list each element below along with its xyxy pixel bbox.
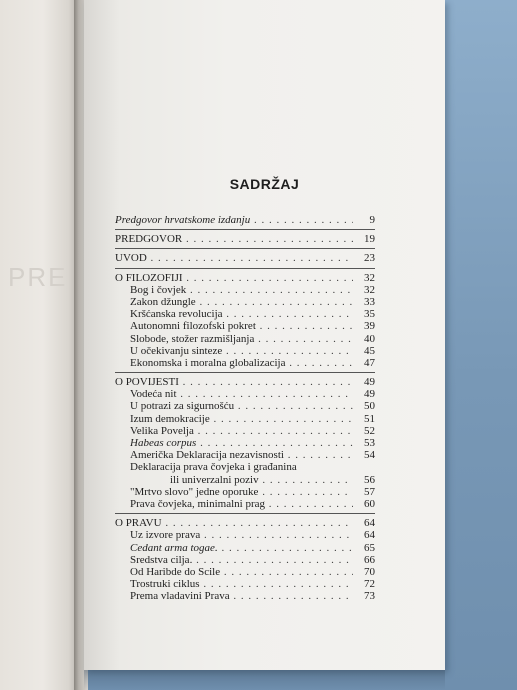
toc-entry-label: O PRAVU	[115, 517, 162, 530]
toc-entry-label: Prava čovjeka, minimalni prag	[130, 497, 266, 510]
toc-entry-label: Predgovor hrvatskome izdanju	[115, 214, 251, 226]
toc-entry-label: Habeas corpus	[130, 437, 197, 449]
toc-entry-label: Autonomni filozofski pokret	[130, 320, 256, 333]
left-page-text: PRE	[8, 262, 68, 292]
toc-subentry	[115, 425, 375, 437]
toc-subentry	[115, 529, 375, 541]
toc-page-number: 32	[364, 283, 375, 296]
toc-entry-label: Vodeća nit	[130, 388, 177, 401]
toc-page-number: 64	[364, 517, 375, 530]
toc-entry-label: PREDGOVOR	[115, 233, 183, 246]
toc-page-number: 19	[364, 233, 375, 246]
toc-page-number: 52	[364, 424, 375, 437]
toc-entry-label: Prema vladavini Prava	[130, 590, 230, 603]
toc-page-number: 72	[364, 578, 375, 591]
toc-page-number: 66	[364, 553, 375, 566]
toc-entry	[115, 376, 375, 388]
toc-divider	[115, 372, 375, 373]
toc-entry-label: Slobode, stožer razmišljanja	[130, 332, 255, 345]
toc-page-number: 45	[364, 344, 375, 357]
toc-subentry	[115, 542, 375, 554]
toc-entry-label: Velika Povelja	[130, 424, 194, 437]
toc-page-number: 65	[364, 541, 375, 554]
toc-entry	[115, 272, 375, 284]
toc-page-number: 39	[364, 320, 375, 333]
toc-page-number: 40	[364, 332, 375, 345]
toc-page-number: 47	[364, 356, 375, 369]
toc-subentry	[115, 413, 375, 425]
toc-subentry	[115, 357, 375, 369]
toc-page-number: 60	[364, 497, 375, 510]
toc-subentry	[115, 296, 375, 308]
contents-title: SADRŽAJ	[229, 176, 300, 192]
toc-page-number: 23	[364, 252, 375, 265]
toc-page-number: 35	[364, 308, 375, 321]
toc-subentry	[115, 388, 375, 400]
toc-page-number: 49	[364, 376, 375, 389]
toc-entry	[115, 233, 375, 245]
toc-subentry	[115, 566, 375, 578]
toc-entry-label: O FILOZOFIJI	[115, 271, 183, 284]
toc-entry	[115, 252, 375, 264]
toc-subentry	[115, 320, 375, 332]
left-page	[0, 0, 78, 690]
toc-entry-label: Bog i čovjek	[130, 283, 187, 296]
toc-entry-label: "Mrtvo slovo" jedne oporuke	[130, 485, 259, 498]
toc-page-number: 53	[364, 437, 375, 449]
toc-page-number: 64	[364, 529, 375, 542]
toc-subentry	[115, 486, 375, 498]
toc-entry-label: Izum demokracije	[130, 412, 210, 425]
toc-subentry	[115, 345, 375, 357]
toc-page-number: 32	[364, 271, 375, 284]
toc-divider	[115, 248, 375, 249]
toc-page-number: 9	[369, 214, 375, 226]
toc-subentry	[115, 437, 375, 449]
toc-entry-label: O POVIJESTI	[115, 376, 179, 389]
toc-entry-label: Ekonomska i moralna globalizacija	[130, 356, 286, 369]
toc-page-number: 51	[364, 412, 375, 425]
toc-entry-line: Deklaracija prava čovjeka i građanina	[130, 461, 297, 474]
toc-subentry	[115, 578, 375, 590]
toc-entry-label: Zakon džungle	[130, 295, 196, 308]
toc-subentry	[115, 498, 375, 510]
toc-divider	[115, 229, 375, 230]
toc-subentry	[115, 308, 375, 320]
toc-subentry	[115, 474, 375, 486]
toc-page-number: 73	[364, 590, 375, 603]
toc-entry-label: Sredstva cilja.	[130, 553, 193, 566]
toc-page-number: 33	[364, 295, 375, 308]
toc-entry-label: ili univerzalni poziv	[170, 473, 259, 486]
toc-subentry	[115, 590, 375, 602]
toc-entry-label: Cedant arma togae.	[130, 541, 218, 554]
toc-entry-label: Američka Deklaracija nezavisnosti	[130, 449, 284, 462]
toc-page-number: 54	[364, 449, 375, 462]
toc-subentry	[115, 449, 375, 461]
toc-entry-label: Uz izvore prava	[130, 529, 201, 542]
toc-entry	[115, 517, 375, 529]
page-shadow	[84, 670, 445, 690]
toc-entry-label: UVOD	[115, 252, 147, 265]
toc-page-number: 50	[364, 400, 375, 413]
toc-divider	[115, 268, 375, 269]
toc-page-number: 70	[364, 565, 375, 578]
toc-entry-label: Od Haribde do Scile	[130, 565, 221, 578]
toc-subentry	[115, 333, 375, 345]
toc-entry-label: Trostruki ciklus	[130, 578, 200, 591]
toc-entry	[115, 214, 375, 226]
toc-divider	[115, 513, 375, 514]
toc-page-number: 49	[364, 388, 375, 401]
toc-entry-label: U očekivanju sinteze	[130, 344, 223, 357]
toc-page-number: 57	[364, 485, 375, 498]
toc-subentry	[115, 554, 375, 566]
toc-subentry	[115, 284, 375, 296]
toc-page-number: 56	[364, 473, 375, 486]
toc-entry-label: Kršćanska revolucija	[130, 308, 223, 321]
toc-subentry	[115, 400, 375, 412]
table-of-contents	[115, 214, 375, 602]
toc-entry-label: U potrazi za sigurnošću	[130, 400, 235, 413]
